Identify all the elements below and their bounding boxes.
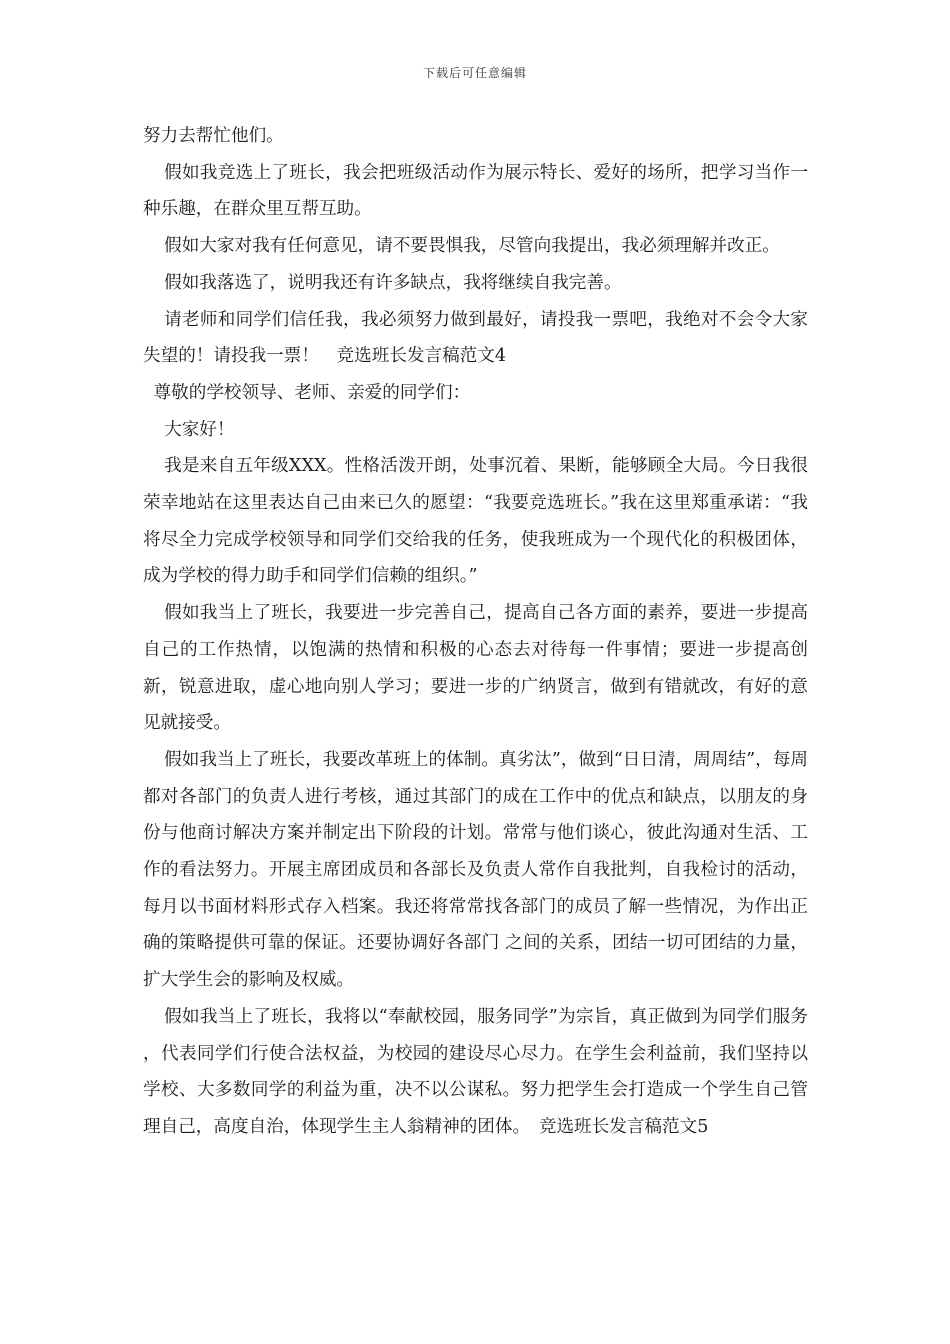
- paragraph: 假如我当上了班长，我将以“奉献校园，服务同学”为宗旨，真正做到为同学们服务 ，代表同学们行使合法权益，为校园的建设尽心尽力。在学生会利益前，我们坚持以学校、大多数同学的利益为重，决不以公谋私。努力把学生会打造成一个学生自己管理自己，高度自治，体现学生主人翁精神的团体。 竞选班长发言稿范文5: [143, 1006, 808, 1137]
- paragraph: 请老师和同学们信任我，我必须努力做到最好，请投我一票吧，我绝对不会令大家失望的！请投我一票！ 竞选班长发言稿范文4: [143, 309, 808, 367]
- paragraph: 假如大家对我有任何意见，请不要畏惧我，尽管向我提出，我必须理解并改正。: [164, 236, 780, 257]
- salutation: 尊敬的学校领导、老师、亲爱的同学们：: [153, 382, 471, 403]
- paragraph: 假如我落选了，说明我还有许多缺点，我将继续自我完善。: [164, 272, 622, 293]
- page-header: 下载后可任意编辑: [422, 66, 527, 80]
- paragraph: 我是来自五年级XXX。性格活泼开朗，处事沉着、果断，能够顾全大局。今日我很荣幸地站在这里表达自己由来已久的愿望：“我要竞选班长。”我在这里郑重承诺：“我将尽全力完成学校领导和同学们交给我的任务，使我班成为一个现代化的积极团体，成为学校的得力助手和同学们信赖的组织。”: [143, 456, 808, 587]
- paragraph: 假如我竞选上了班长，我会把班级活动作为展示特长、爱好的场所，把学习当作一种乐趣，在群众里互帮互助。: [143, 162, 808, 220]
- document-body: [143, 118, 808, 1146]
- greeting: 大家好！: [164, 419, 235, 440]
- paragraph: 假如我当上了班长，我要进一步完善自己，提高自己各方面的素养，要进一步提高自己的工作热情，以饱满的热情和积极的心态去对待每一件事情；要进一步提高创新，锐意进取，虚心地向别人学习；要进一步的广纳贤言，做到有错就改，有好的意见就接受。: [143, 603, 808, 734]
- paragraph: 假如我当上了班长，我要改革班上的体制。真劣汰”，做到“日日清，周周结”，每周都对各部门的负责人进行考核，通过其部门的成在工作中的优点和缺点，以朋友的身份与他商讨解决方案并制定出下阶段的计划。常常与他们谈心，彼此沟通对生活、工作的看法努力。开展主席团成员和各部长及负责人常作自我批判，自我检讨的活动，每月以书面材料形式存入档案。我还将常常找各部门的成员了解一些情况，为作出正确的策略提供可靠的保证。还要协调好各部门 之间的关系，团结一切可团结的力量，扩大学生会的影响及权威。: [143, 749, 808, 991]
- paragraph: 努力去帮忙他们。: [143, 126, 284, 146]
